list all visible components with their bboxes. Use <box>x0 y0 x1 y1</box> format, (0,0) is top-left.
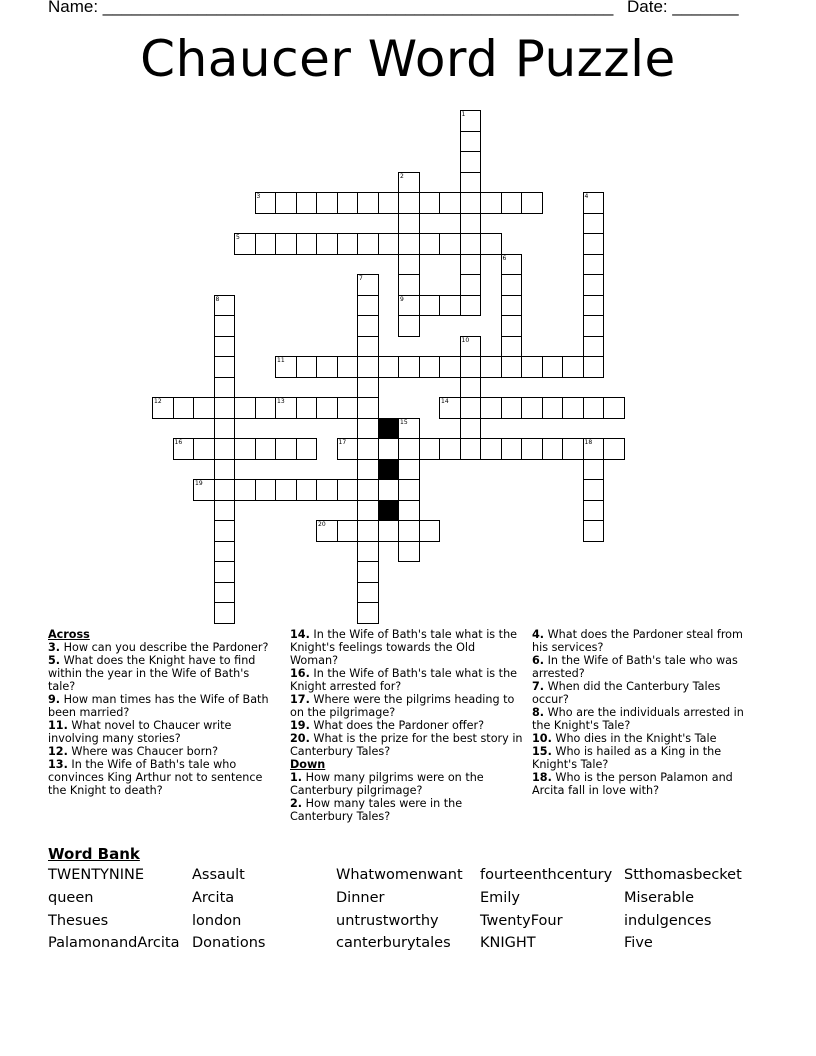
word-bank-item: canterburytales <box>336 935 451 952</box>
clue-number: 5 <box>236 234 240 241</box>
grid-cell[interactable] <box>398 315 420 337</box>
clue-number: 13 <box>277 398 285 405</box>
clue-number: 12. <box>48 745 68 758</box>
grid-cell[interactable] <box>583 315 605 337</box>
grid-cell[interactable] <box>419 520 441 542</box>
grid-cell[interactable] <box>275 356 297 378</box>
word-bank-item: indulgences <box>624 912 712 929</box>
grid-cell[interactable] <box>378 438 400 460</box>
grid-cell[interactable] <box>214 582 236 604</box>
clue-number: 10. <box>532 732 552 745</box>
grid-cell[interactable] <box>419 356 441 378</box>
grid-cell[interactable] <box>398 213 420 235</box>
grid-cell[interactable] <box>357 295 379 317</box>
grid-cell[interactable] <box>501 397 523 419</box>
grid-cell[interactable] <box>214 479 236 501</box>
grid-cell[interactable] <box>255 438 277 460</box>
grid-cell[interactable] <box>460 336 482 358</box>
grid-cell[interactable] <box>173 397 195 419</box>
grid-cell[interactable] <box>562 356 584 378</box>
grid-cell[interactable] <box>419 192 441 214</box>
clue-item <box>48 719 278 745</box>
grid-cell[interactable] <box>214 500 236 522</box>
word-bank-item: TwentyFour <box>480 912 563 929</box>
grid-cell[interactable] <box>583 500 605 522</box>
grid-cell[interactable] <box>521 397 543 419</box>
grid-cell[interactable] <box>398 295 420 317</box>
word-bank-item: Whatwomenwant <box>336 867 463 883</box>
grid-cell[interactable] <box>296 438 318 460</box>
down-heading: Down <box>290 758 326 771</box>
grid-cell[interactable] <box>439 233 461 255</box>
grid-cell[interactable] <box>357 315 379 337</box>
clue-number: 1. <box>290 771 303 784</box>
grid-cell[interactable] <box>460 438 482 460</box>
grid-cell[interactable] <box>460 233 482 255</box>
grid-cell[interactable] <box>439 356 461 378</box>
grid-cell[interactable] <box>214 541 236 563</box>
clue-number: 10 <box>461 336 470 344</box>
grid-cell[interactable] <box>357 336 379 358</box>
grid-cell[interactable] <box>214 520 236 542</box>
clue-text: How many pilgrims were on the Canterbury pilgrimage? <box>290 771 484 797</box>
clue-number: 19. <box>290 719 310 732</box>
grid-cell[interactable] <box>562 438 584 460</box>
grid-cell[interactable] <box>378 356 400 378</box>
word-bank-item: Stthomasbecket <box>624 867 742 883</box>
grid-cell[interactable] <box>501 356 523 378</box>
grid-cell[interactable] <box>357 602 379 624</box>
grid-cell[interactable] <box>398 254 420 276</box>
grid-cell[interactable] <box>419 295 441 317</box>
clue-item <box>532 654 754 680</box>
name-field-label: Name: ______________________________________________________ <box>48 0 614 16</box>
grid-cell[interactable] <box>214 561 236 583</box>
grid-cell[interactable] <box>583 397 605 419</box>
grid-cell[interactable] <box>398 192 420 214</box>
clue-number: 2 <box>400 172 404 180</box>
grid-cell[interactable] <box>234 397 256 419</box>
grid-cell[interactable] <box>398 172 420 194</box>
grid-cell[interactable] <box>275 397 297 419</box>
grid-cell[interactable] <box>193 438 215 460</box>
grid-cell[interactable] <box>460 254 482 276</box>
grid-cell[interactable] <box>214 397 236 419</box>
grid-cell[interactable] <box>357 541 379 563</box>
clue-number: 7. <box>532 680 545 693</box>
grid-cell[interactable] <box>460 274 482 296</box>
grid-cell[interactable] <box>357 438 379 460</box>
grid-cell[interactable] <box>255 192 277 214</box>
clue-number: 4. <box>532 628 545 641</box>
grid-cell[interactable] <box>501 274 523 296</box>
grid-cell[interactable] <box>357 377 379 399</box>
grid-cell[interactable] <box>316 397 338 419</box>
grid-cell[interactable] <box>296 192 318 214</box>
clue-number: 16 <box>174 439 183 446</box>
grid-cell[interactable] <box>398 520 420 542</box>
word-bank-item: PalamonandArcita <box>48 935 180 952</box>
grid-cell[interactable] <box>214 418 236 440</box>
grid-cell[interactable] <box>296 356 318 378</box>
clue-number: 8 <box>215 295 220 303</box>
grid-block-cell <box>378 459 400 481</box>
grid-cell[interactable] <box>398 541 420 563</box>
grid-cell[interactable] <box>357 192 379 214</box>
grid-cell[interactable] <box>460 418 482 440</box>
grid-cell[interactable] <box>460 295 482 317</box>
clue-number: 11. <box>48 719 68 732</box>
clue-text: When did the Canterbury Tales occur? <box>532 680 721 706</box>
grid-cell[interactable] <box>296 479 318 501</box>
word-bank-item: Five <box>624 935 653 952</box>
word-bank-item: Thesues <box>48 912 109 929</box>
grid-cell[interactable] <box>193 397 215 419</box>
grid-cell[interactable] <box>337 192 359 214</box>
clue-item <box>48 758 278 797</box>
grid-cell[interactable] <box>398 418 420 440</box>
clue-number: 3 <box>256 193 261 200</box>
clue-number: 14. <box>290 628 310 641</box>
clue-item <box>48 654 278 693</box>
clue-item <box>532 628 754 654</box>
clue-item <box>290 771 524 797</box>
clue-item <box>532 771 754 797</box>
grid-cell[interactable] <box>583 274 605 296</box>
grid-cell[interactable] <box>357 418 379 440</box>
clue-number: 20. <box>290 732 310 745</box>
grid-cell[interactable] <box>419 438 441 460</box>
clue-item <box>48 641 278 654</box>
clue-item <box>48 745 278 758</box>
grid-cell[interactable] <box>583 192 605 214</box>
clue-text: What is the prize for the best story in Canterbury Tales? <box>290 732 523 758</box>
grid-cell[interactable] <box>255 233 277 255</box>
grid-cell[interactable] <box>460 110 482 132</box>
grid-cell[interactable] <box>460 192 482 214</box>
word-bank-item: KNIGHT <box>480 935 536 952</box>
grid-cell[interactable] <box>357 561 379 583</box>
across-heading: Across <box>48 628 90 641</box>
grid-cell[interactable] <box>296 397 318 419</box>
clue-number: 12 <box>154 398 162 405</box>
grid-cell[interactable] <box>542 397 564 419</box>
clue-text: How many tales were in the Canterbury Tales? <box>290 797 463 823</box>
clue-item <box>532 732 754 745</box>
grid-cell[interactable] <box>234 233 256 255</box>
grid-cell[interactable] <box>398 438 420 460</box>
word-bank-item: untrustworthy <box>336 912 439 929</box>
grid-block-cell <box>378 500 400 522</box>
grid-cell[interactable] <box>214 377 236 399</box>
grid-cell[interactable] <box>583 233 605 255</box>
clue-number: 18. <box>532 771 552 784</box>
grid-cell[interactable] <box>439 438 461 460</box>
clue-number: 18 <box>584 439 593 446</box>
grid-cell[interactable] <box>193 479 215 501</box>
grid-cell[interactable] <box>234 479 256 501</box>
word-bank-item: Donations <box>192 935 266 952</box>
clue-item <box>290 628 524 667</box>
clue-text: In the Wife of Bath's tale what is the Knight arrested for? <box>290 667 518 693</box>
clue-number: 9 <box>400 295 404 303</box>
clue-text: How can you describe the Pardoner? <box>63 641 269 654</box>
clue-item <box>48 693 278 719</box>
grid-cell[interactable] <box>542 438 564 460</box>
clue-number: 5. <box>48 654 61 667</box>
clue-text: In the Wife of Bath's tale what is the Knight's feelings towards the Old Woman? <box>290 628 518 667</box>
grid-cell[interactable] <box>603 438 625 460</box>
grid-cell[interactable] <box>357 233 379 255</box>
grid-cell[interactable] <box>583 356 605 378</box>
clues-column-1 <box>48 628 278 797</box>
clue-number: 15 <box>400 418 408 426</box>
grid-cell[interactable] <box>152 397 174 419</box>
grid-cell[interactable] <box>583 520 605 542</box>
clue-number: 6. <box>532 654 545 667</box>
grid-cell[interactable] <box>460 356 482 378</box>
word-bank-item: Emily <box>480 889 520 906</box>
grid-cell[interactable] <box>357 397 379 419</box>
grid-cell[interactable] <box>357 520 379 542</box>
word-bank-item: london <box>192 912 242 929</box>
clue-item <box>290 693 524 719</box>
word-bank-item: Dinner <box>336 889 385 906</box>
grid-cell[interactable] <box>337 520 359 542</box>
grid-cell[interactable] <box>357 500 379 522</box>
grid-cell[interactable] <box>480 192 502 214</box>
grid-cell[interactable] <box>357 356 379 378</box>
word-bank-title: Word Bank <box>48 845 140 863</box>
grid-cell[interactable] <box>214 336 236 358</box>
clue-item <box>532 706 754 732</box>
clue-number: 17 <box>338 439 347 446</box>
clue-item <box>290 719 524 732</box>
grid-cell[interactable] <box>460 172 482 194</box>
grid-cell[interactable] <box>337 356 359 378</box>
clue-number: 14 <box>441 398 449 405</box>
clue-text: Who is the person Palamon and Arcita fall in love with? <box>532 771 733 797</box>
page-title: Chaucer Word Puzzle <box>140 30 676 88</box>
grid-cell[interactable] <box>583 459 605 481</box>
clue-item <box>290 732 524 758</box>
grid-cell[interactable] <box>562 397 584 419</box>
grid-cell[interactable] <box>357 274 379 296</box>
date-field-label: Date: _______ <box>627 0 739 16</box>
grid-cell[interactable] <box>316 479 338 501</box>
clue-text: In the Wife of Bath's tale who was arrested? <box>532 654 738 680</box>
grid-cell[interactable] <box>357 479 379 501</box>
grid-cell[interactable] <box>583 254 605 276</box>
clue-text: Who is hailed as a King in the Knight's Tale? <box>532 745 722 771</box>
grid-cell[interactable] <box>234 438 256 460</box>
clue-number: 15. <box>532 745 552 758</box>
clue-number: 1 <box>461 111 466 118</box>
clue-text: Where were the pilgrims heading to on the pilgrimage? <box>290 693 515 719</box>
grid-cell[interactable] <box>460 397 482 419</box>
grid-cell[interactable] <box>542 356 564 378</box>
grid-cell[interactable] <box>398 356 420 378</box>
grid-cell[interactable] <box>275 479 297 501</box>
clue-number: 9. <box>48 693 61 706</box>
grid-cell[interactable] <box>419 233 441 255</box>
grid-cell[interactable] <box>398 274 420 296</box>
grid-cell[interactable] <box>521 356 543 378</box>
grid-cell[interactable] <box>255 479 277 501</box>
grid-cell[interactable] <box>398 479 420 501</box>
grid-cell[interactable] <box>337 233 359 255</box>
grid-cell[interactable] <box>480 233 502 255</box>
grid-cell[interactable] <box>337 479 359 501</box>
clue-number: 3. <box>48 641 61 654</box>
grid-cell[interactable] <box>173 438 195 460</box>
clue-number: 17. <box>290 693 310 706</box>
grid-cell[interactable] <box>501 192 523 214</box>
clue-number: 4 <box>584 193 589 200</box>
grid-cell[interactable] <box>378 192 400 214</box>
grid-cell[interactable] <box>275 192 297 214</box>
grid-cell[interactable] <box>296 233 318 255</box>
grid-cell[interactable] <box>255 397 277 419</box>
grid-cell[interactable] <box>214 602 236 624</box>
clue-number: 6 <box>502 254 507 262</box>
grid-cell[interactable] <box>583 438 605 460</box>
grid-cell[interactable] <box>398 500 420 522</box>
clue-text: What does the Knight have to find within the year in the Wife of Bath's tale? <box>48 654 256 693</box>
grid-cell[interactable] <box>501 336 523 358</box>
clue-number: 16. <box>290 667 310 680</box>
grid-cell[interactable] <box>501 254 523 276</box>
grid-cell[interactable] <box>398 459 420 481</box>
grid-cell[interactable] <box>214 295 236 317</box>
clue-text: What novel to Chaucer write involving many stories? <box>48 719 232 745</box>
clue-number: 20 <box>318 521 326 528</box>
grid-cell[interactable] <box>316 233 338 255</box>
grid-cell[interactable] <box>275 438 297 460</box>
clue-item <box>290 667 524 693</box>
clue-number: 7 <box>359 275 363 282</box>
grid-cell[interactable] <box>583 479 605 501</box>
grid-cell[interactable] <box>378 520 400 542</box>
grid-cell[interactable] <box>583 336 605 358</box>
grid-cell[interactable] <box>460 213 482 235</box>
grid-cell[interactable] <box>603 397 625 419</box>
grid-cell[interactable] <box>439 397 461 419</box>
grid-cell[interactable] <box>378 233 400 255</box>
clue-text: In the Wife of Bath's tale who convinces King Arthur not to sentence the Knight to death? <box>48 758 263 797</box>
grid-cell[interactable] <box>439 295 461 317</box>
clue-text: Who dies in the Knight's Tale <box>555 732 717 745</box>
word-bank-item: queen <box>48 889 94 906</box>
clue-number: 19 <box>195 480 203 487</box>
clue-text: What does the Pardoner offer? <box>313 719 485 732</box>
grid-cell[interactable] <box>501 315 523 337</box>
clue-item <box>532 745 754 771</box>
grid-cell[interactable] <box>316 356 338 378</box>
clue-number: 2. <box>290 797 303 810</box>
grid-cell[interactable] <box>460 151 482 173</box>
clues-column-3 <box>532 628 754 797</box>
grid-cell[interactable] <box>316 192 338 214</box>
grid-cell[interactable] <box>439 192 461 214</box>
clue-number: 13. <box>48 758 68 771</box>
grid-cell[interactable] <box>337 397 359 419</box>
clue-text: What does the Pardoner steal from his services? <box>532 628 743 654</box>
grid-cell[interactable] <box>357 459 379 481</box>
grid-cell[interactable] <box>357 582 379 604</box>
grid-cell[interactable] <box>275 233 297 255</box>
word-bank-item: TWENTYNINE <box>48 867 145 883</box>
grid-cell[interactable] <box>398 233 420 255</box>
clue-text: Where was Chaucer born? <box>71 745 219 758</box>
grid-cell[interactable] <box>460 377 482 399</box>
clue-number: 11 <box>277 357 285 364</box>
grid-cell[interactable] <box>214 356 236 378</box>
clue-number: 8. <box>532 706 545 719</box>
grid-cell[interactable] <box>214 315 236 337</box>
grid-cell[interactable] <box>480 438 502 460</box>
clue-item <box>290 797 524 823</box>
clue-text: How man times has the Wife of Bath been married? <box>48 693 269 719</box>
grid-block-cell <box>378 418 400 440</box>
grid-cell[interactable] <box>480 397 502 419</box>
grid-cell[interactable] <box>214 459 236 481</box>
grid-cell[interactable] <box>316 520 338 542</box>
grid-cell[interactable] <box>521 438 543 460</box>
grid-cell[interactable] <box>501 295 523 317</box>
grid-cell[interactable] <box>460 131 482 153</box>
grid-cell[interactable] <box>337 438 359 460</box>
clue-item <box>532 680 754 706</box>
grid-cell[interactable] <box>501 438 523 460</box>
word-bank-item: fourteenthcentury <box>480 867 613 883</box>
word-bank-item: Assault <box>192 867 245 883</box>
grid-cell[interactable] <box>480 356 502 378</box>
word-bank-item: Miserable <box>624 889 695 906</box>
word-bank-item: Arcita <box>192 889 235 906</box>
grid-cell[interactable] <box>583 213 605 235</box>
grid-cell[interactable] <box>521 192 543 214</box>
clues-column-2 <box>290 628 524 823</box>
grid-cell[interactable] <box>583 295 605 317</box>
clue-text: Who are the individuals arrested in the Knight's Tale? <box>532 706 744 732</box>
grid-cell[interactable] <box>214 438 236 460</box>
